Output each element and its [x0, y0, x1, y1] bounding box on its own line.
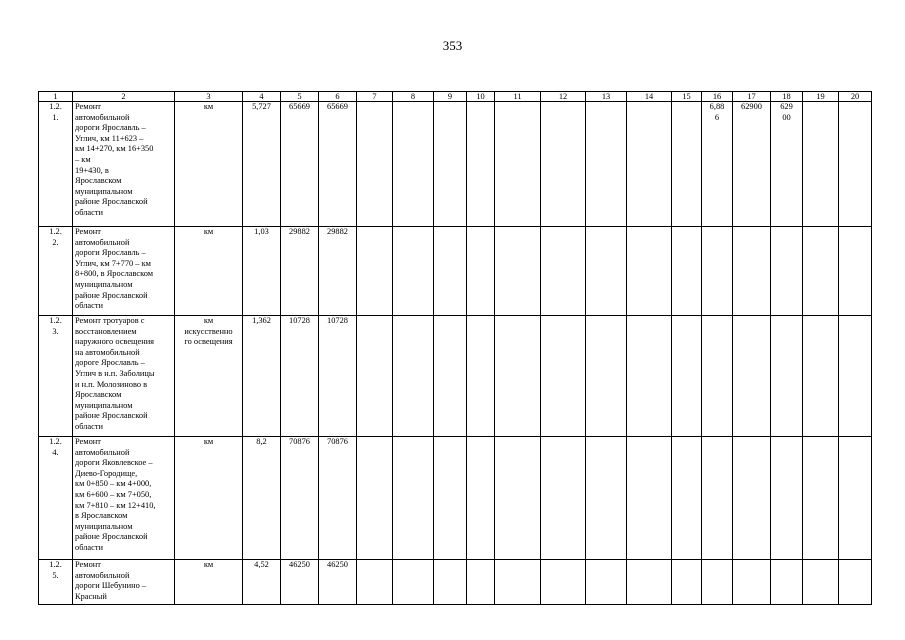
header-cell: 10 — [467, 92, 495, 102]
col14-cell — [627, 102, 672, 227]
header-cell: 14 — [627, 92, 672, 102]
col20-cell — [839, 227, 872, 316]
header-cell: 13 — [586, 92, 627, 102]
col17-cell: 62900 — [733, 102, 771, 227]
header-cell: 3 — [175, 92, 243, 102]
col7-cell — [357, 316, 393, 437]
col8-cell — [393, 102, 434, 227]
col8-cell — [393, 227, 434, 316]
header-cell: 15 — [672, 92, 702, 102]
header-cell: 17 — [733, 92, 771, 102]
col9-cell — [434, 560, 467, 605]
col14-cell — [627, 227, 672, 316]
col16-cell — [702, 437, 733, 560]
col10-cell — [467, 316, 495, 437]
col6-cell: 29882 — [319, 227, 357, 316]
header-cell: 8 — [393, 92, 434, 102]
table-row — [39, 560, 872, 605]
row-number-cell: 1.2. 2. — [39, 227, 73, 316]
col13-cell — [586, 102, 627, 227]
col11-cell — [495, 560, 541, 605]
col11-cell — [495, 227, 541, 316]
header-cell: 4 — [243, 92, 281, 102]
col4-cell: 5,727 — [243, 102, 281, 227]
col15-cell — [672, 316, 702, 437]
col10-cell — [467, 102, 495, 227]
col12-cell — [541, 227, 586, 316]
col8-cell — [393, 316, 434, 437]
col15-cell — [672, 560, 702, 605]
work-name-cell: Ремонт автомобильной дороги Ярославль – Углич, км 11+623 – км 14+270, км 16+350 – км 19+430, в Ярославском муниципальном районе Ярославской области — [73, 102, 175, 227]
unit-cell: км — [175, 560, 243, 605]
col11-cell — [495, 316, 541, 437]
works-table — [38, 91, 872, 605]
col11-cell — [495, 102, 541, 227]
row-number-cell: 1.2. 3. — [39, 316, 73, 437]
col13-cell — [586, 316, 627, 437]
work-name-cell: Ремонт автомобильной дороги Шебунино – Красный — [73, 560, 175, 605]
col19-cell — [803, 227, 839, 316]
col9-cell — [434, 102, 467, 227]
row-number-cell: 1.2. 1. — [39, 102, 73, 227]
unit-cell: км — [175, 227, 243, 316]
col10-cell — [467, 437, 495, 560]
col12-cell — [541, 560, 586, 605]
header-cell: 7 — [357, 92, 393, 102]
col15-cell — [672, 102, 702, 227]
col8-cell — [393, 437, 434, 560]
col12-cell — [541, 437, 586, 560]
col9-cell — [434, 437, 467, 560]
col18-cell — [771, 560, 803, 605]
col17-cell — [733, 316, 771, 437]
header-cell: 12 — [541, 92, 586, 102]
col17-cell — [733, 227, 771, 316]
col5-cell: 70876 — [281, 437, 319, 560]
col9-cell — [434, 316, 467, 437]
col13-cell — [586, 227, 627, 316]
work-name-cell: Ремонт автомобильной дороги Яковлевское – Диево-Городище, км 0+850 – км 4+000, км 6+600 – км 7+050, км 7+810 – км 12+410, в Ярославском муниципальном районе Ярославской области — [73, 437, 175, 560]
row-number-cell: 1.2. 5. — [39, 560, 73, 605]
col6-cell: 46250 — [319, 560, 357, 605]
col16-cell — [702, 227, 733, 316]
row-number-cell: 1.2. 4. — [39, 437, 73, 560]
col12-cell — [541, 316, 586, 437]
unit-cell: км — [175, 102, 243, 227]
table-row — [39, 437, 872, 560]
col7-cell — [357, 102, 393, 227]
header-cell: 16 — [702, 92, 733, 102]
table-row — [39, 316, 872, 437]
col18-cell — [771, 437, 803, 560]
col13-cell — [586, 437, 627, 560]
col20-cell — [839, 316, 872, 437]
work-name-cell: Ремонт автомобильной дороги Ярославль – Углич, км 7+770 – км 8+800, в Ярославском муниципальном районе Ярославской области — [73, 227, 175, 316]
col20-cell — [839, 437, 872, 560]
header-cell: 5 — [281, 92, 319, 102]
col18-cell: 629 00 — [771, 102, 803, 227]
header-cell: 18 — [771, 92, 803, 102]
col20-cell — [839, 102, 872, 227]
unit-cell: км искусственно го освещения — [175, 316, 243, 437]
col16-cell — [702, 316, 733, 437]
col5-cell: 29882 — [281, 227, 319, 316]
col10-cell — [467, 560, 495, 605]
col4-cell: 4,52 — [243, 560, 281, 605]
col16-cell: 6,88 6 — [702, 102, 733, 227]
col17-cell — [733, 560, 771, 605]
col4-cell: 1,362 — [243, 316, 281, 437]
page-number: 353 — [442, 38, 463, 53]
header-cell: 20 — [839, 92, 872, 102]
col8-cell — [393, 560, 434, 605]
header-cell: 6 — [319, 92, 357, 102]
col19-cell — [803, 437, 839, 560]
header-row — [39, 92, 872, 102]
table-row — [39, 227, 872, 316]
col20-cell — [839, 560, 872, 605]
col6-cell: 65669 — [319, 102, 357, 227]
col15-cell — [672, 437, 702, 560]
header-cell: 11 — [495, 92, 541, 102]
unit-cell: км — [175, 437, 243, 560]
col17-cell — [733, 437, 771, 560]
col4-cell: 8,2 — [243, 437, 281, 560]
col7-cell — [357, 560, 393, 605]
col16-cell — [702, 560, 733, 605]
col18-cell — [771, 227, 803, 316]
col7-cell — [357, 227, 393, 316]
col15-cell — [672, 227, 702, 316]
header-cell: 19 — [803, 92, 839, 102]
col11-cell — [495, 437, 541, 560]
col14-cell — [627, 316, 672, 437]
col9-cell — [434, 227, 467, 316]
col5-cell: 46250 — [281, 560, 319, 605]
col6-cell: 10728 — [319, 316, 357, 437]
header-cell: 2 — [73, 92, 175, 102]
header-cell: 9 — [434, 92, 467, 102]
col10-cell — [467, 227, 495, 316]
table-row — [39, 102, 872, 227]
col7-cell — [357, 437, 393, 560]
col14-cell — [627, 560, 672, 605]
col14-cell — [627, 437, 672, 560]
col19-cell — [803, 102, 839, 227]
col13-cell — [586, 560, 627, 605]
col6-cell: 70876 — [319, 437, 357, 560]
col18-cell — [771, 316, 803, 437]
col5-cell: 10728 — [281, 316, 319, 437]
col19-cell — [803, 560, 839, 605]
col12-cell — [541, 102, 586, 227]
work-name-cell: Ремонт тротуаров с восстановлением наружного освещения на автомобильной дороге Ярославль – Углич в н.п. Заболицы и н.п. Молозиново в Ярославском муниципальном районе Ярославской области — [73, 316, 175, 437]
col4-cell: 1,03 — [243, 227, 281, 316]
col5-cell: 65669 — [281, 102, 319, 227]
col19-cell — [803, 316, 839, 437]
header-cell: 1 — [39, 92, 73, 102]
